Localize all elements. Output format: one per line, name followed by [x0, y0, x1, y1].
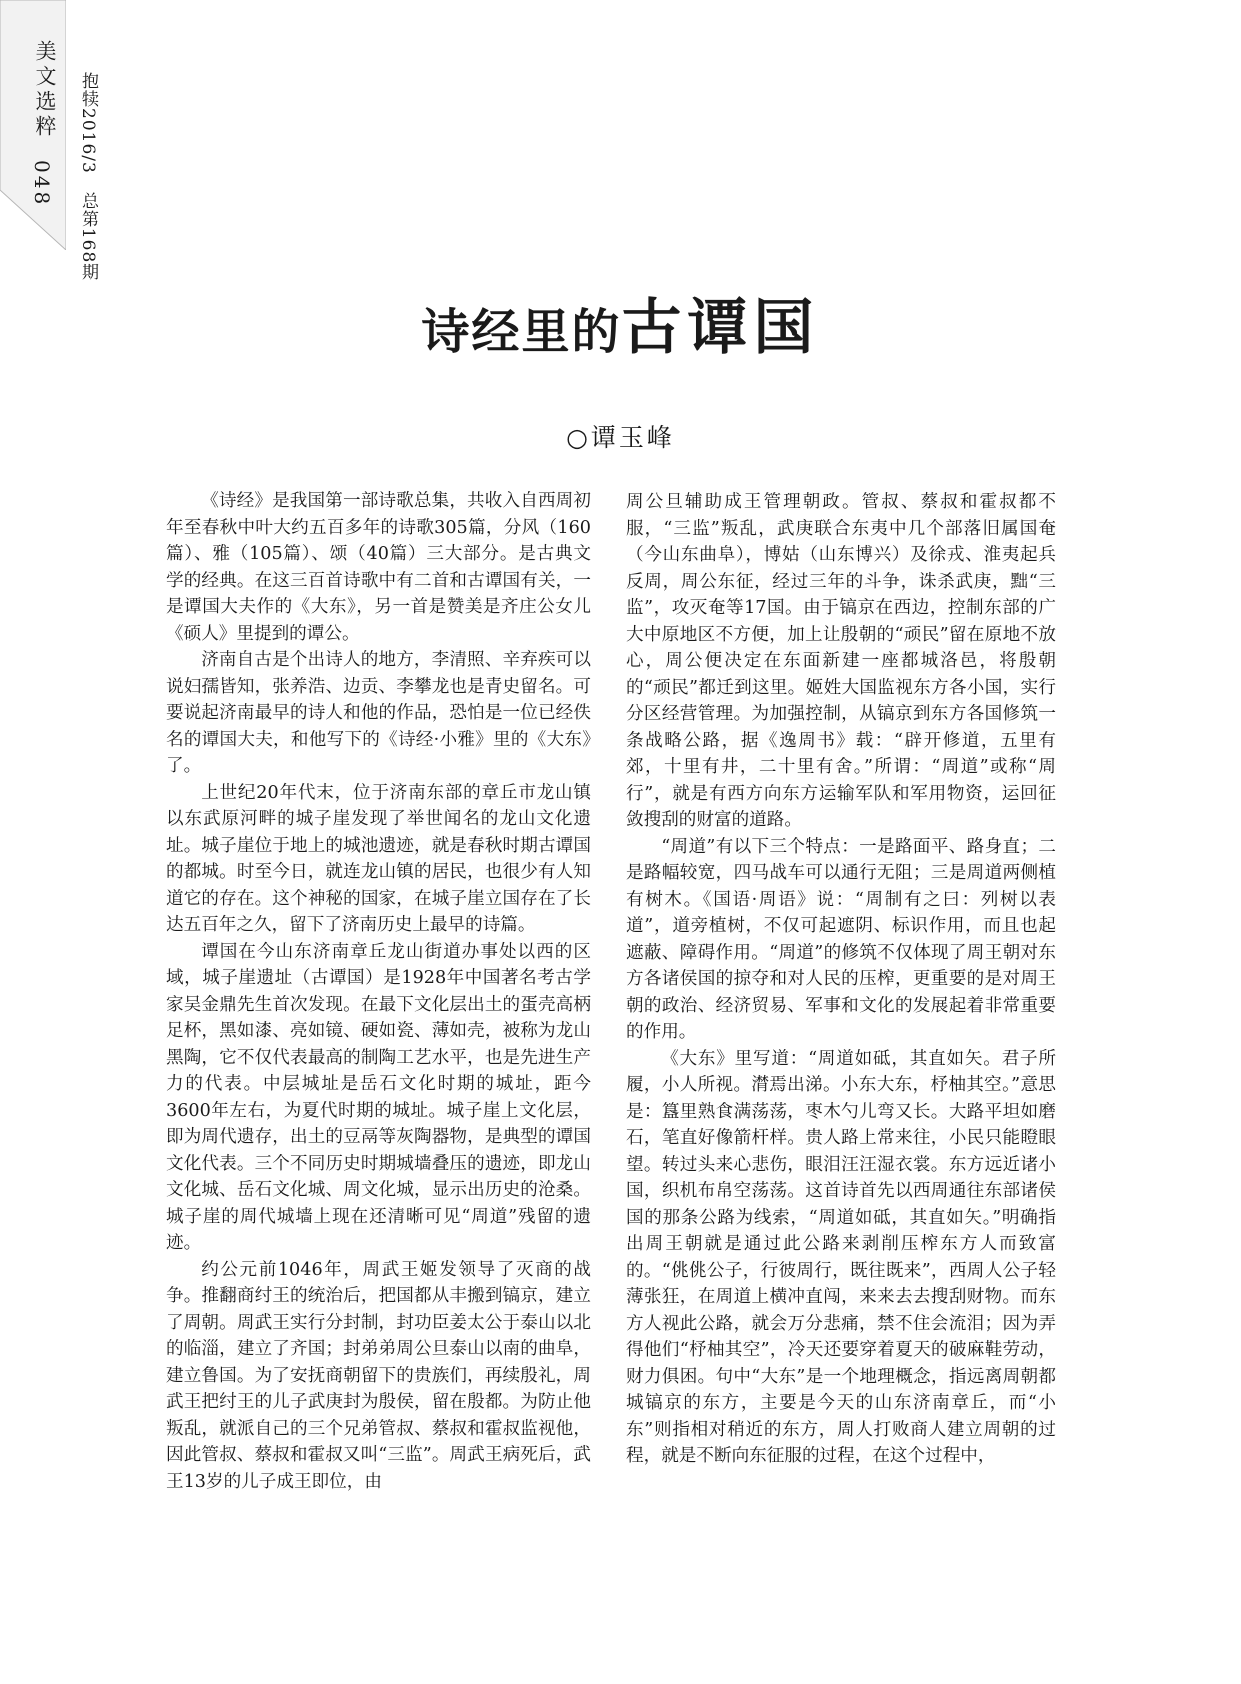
paragraph: 济南自古是个出诗人的地方，李清照、辛弃疾可以说妇孺皆知，张养浩、边贡、李攀龙也是青史留名。可要说起济南最早的诗人和他的作品，恐怕是一位已经佚名的谭国大夫，和他写下的《诗经·小雅》里的《大东》了。	[166, 650, 591, 776]
section-name: 美文选粹	[33, 40, 57, 140]
paragraph: 上世纪20年代末，位于济南东部的章丘市龙山镇以东武原河畔的城子崖发现了举世闻名的龙山文化遗址。城子崖位于地上的城池遗迹，就是春秋时期古谭国的都城。时至今日，就连龙山镇的居民，也很少有人知道它的存在。这个神秘的国家，在城子崖立国存在了长达五百年之久，留下了济南历史上最早的诗篇。	[166, 782, 591, 935]
issue-info: 抱犊2016/3 总第168期	[78, 72, 98, 282]
right-column	[626, 489, 1056, 1470]
paragraph: “周道”有以下三个特点：一是路面平、路身直；二是路幅较宽，四马战车可以通行无阻；三是周道两侧植有树木。《国语·周语》说：“周制有之曰：列树以表道”，道旁植树，不仅可起遮阴、标识作用，而且也起遮蔽、障碍作用。“周道”的修筑不仅体现了周王朝对东方各诸侯国的掠夺和对人民的压榨，更重要的是对周王朝的政治、经济贸易、军事和文化的发展起着非常重要的作用。	[626, 836, 1056, 1042]
page-number: 048	[30, 160, 54, 208]
article-title	[0, 280, 1241, 366]
title-plain: 诗经里的	[421, 304, 622, 360]
paragraph-continued: 周公旦辅助成王管理朝政。管叔、蔡叔和霍叔都不服，“三监”叛乱，武庚联合东夷中几个部落旧属国奄（今山东曲阜），博姑（山东博兴）及徐戎、淮夷起兵反周，周公东征，经过三年的斗争，诛杀武庚，黜“三监”，攻灭奄等17国。由于镐京在西边，控制东部的广大中原地区不方便，加上让殷朝的“顽民”留在原地不放心，周公便决定在东面新建一座都城洛邑，将殷朝的“顽民”都迁到这里。姬姓大国监视东方各小国，实行分区经营管理。为加强控制，从镐京到东方各国修筑一条战略公路，据《逸周书》载：“辟开修道，五里有郊，十里有井，二十里有舍。”所谓：“周道”或称“周行”，就是有西方向东方运输军队和军用物资，运回征敛搜刮的财富的道路。	[626, 492, 1056, 830]
left-column	[166, 488, 591, 1495]
paragraph: 约公元前1046年，周武王姬发领导了灭商的战争。推翻商纣王的统治后，把国都从丰搬到镐京，建立了周朝。周武王实行分封制，封功臣姜太公于泰山以北的临淄，建立了齐国；封弟弟周公旦泰山以南的曲阜，建立鲁国。为了安抚商朝留下的贵族们，再续殷礼，周武王把纣王的儿子武庚封为殷侯，留在殷都。为防止他叛乱，就派自己的三个兄弟管叔、蔡叔和霍叔监视他，因此管叔、蔡叔和霍叔又叫“三监”。周武王病死后，武王13岁的儿子成王即位，由	[166, 1259, 591, 1492]
author-byline: ○谭玉峰	[566, 423, 675, 452]
paragraph: 《诗经》是我国第一部诗歌总集，共收入自西周初年至春秋中叶大约五百多年的诗歌305篇，分风（160篇）、雅（105篇）、颂（40篇）三大部分。是古典文学的经典。在这三百首诗歌中有二首和古谭国有关，一是谭国大夫作的《大东》，另一首是赞美是齐庄公女儿《硕人》里提到的谭公。	[166, 491, 591, 644]
paragraph: 谭国在今山东济南章丘龙山街道办事处以西的区域，城子崖遗址（古谭国）是1928年中国著名考古学家吴金鼎先生首次发现。在最下文化层出土的蛋壳高柄足杯，黑如漆、亮如镜、硬如瓷、薄如壳，被称为龙山黑陶，它不仅代表最高的制陶工艺水平，也是先进生产力的代表。中层城址是岳石文化时期的城址，距今3600年左右，为夏代时期的城址。城子崖上文化层，即为周代遗存，出土的豆鬲等灰陶器物，是典型的谭国文化代表。三个不同历史时期城墙叠压的遗迹，即龙山文化城、岳石文化城、周文化城，显示出历史的沧桑。城子崖的周代城墙上现在还清晰可见“周道”残留的遗迹。	[166, 941, 591, 1253]
title-decorative: 古谭国	[621, 293, 820, 363]
paragraph: 《大东》里写道：“周道如砥，其直如矢。君子所履，小人所视。潸焉出涕。小东大东，杼柚其空。”意思是：簋里熟食满荡荡，枣木勺儿弯又长。大路平坦如磨石，笔直好像箭杆样。贵人路上常来往，小民只能瞪眼望。转过头来心悲伤，眼泪汪汪湿衣裳。东方远近诸小国，织机布帛空荡荡。这首诗首先以西周通往东部诸侯国的那条公路为线索，“周道如砥，其直如矢。”明确指出周王朝就是通过此公路来剥削压榨东方人而致富的。“佻佻公子，行彼周行，既往既来”，西周人公子轻薄张狂，在周道上横冲直闯，来来去去搜刮财物。而东方人视此公路，就会万分悲痛，禁不住会流泪；因为弄得他们“杼柚其空”，冷天还要穿着夏天的破麻鞋劳动，财力俱困。句中“大东”是一个地理概念，指远离周朝都城镐京的东方，主要是今天的山东济南章丘，而“小东”则指相对稍近的东方，周人打败商人建立周朝的过程，就是不断向东征服的过程，在这个过程中，	[626, 1048, 1056, 1466]
